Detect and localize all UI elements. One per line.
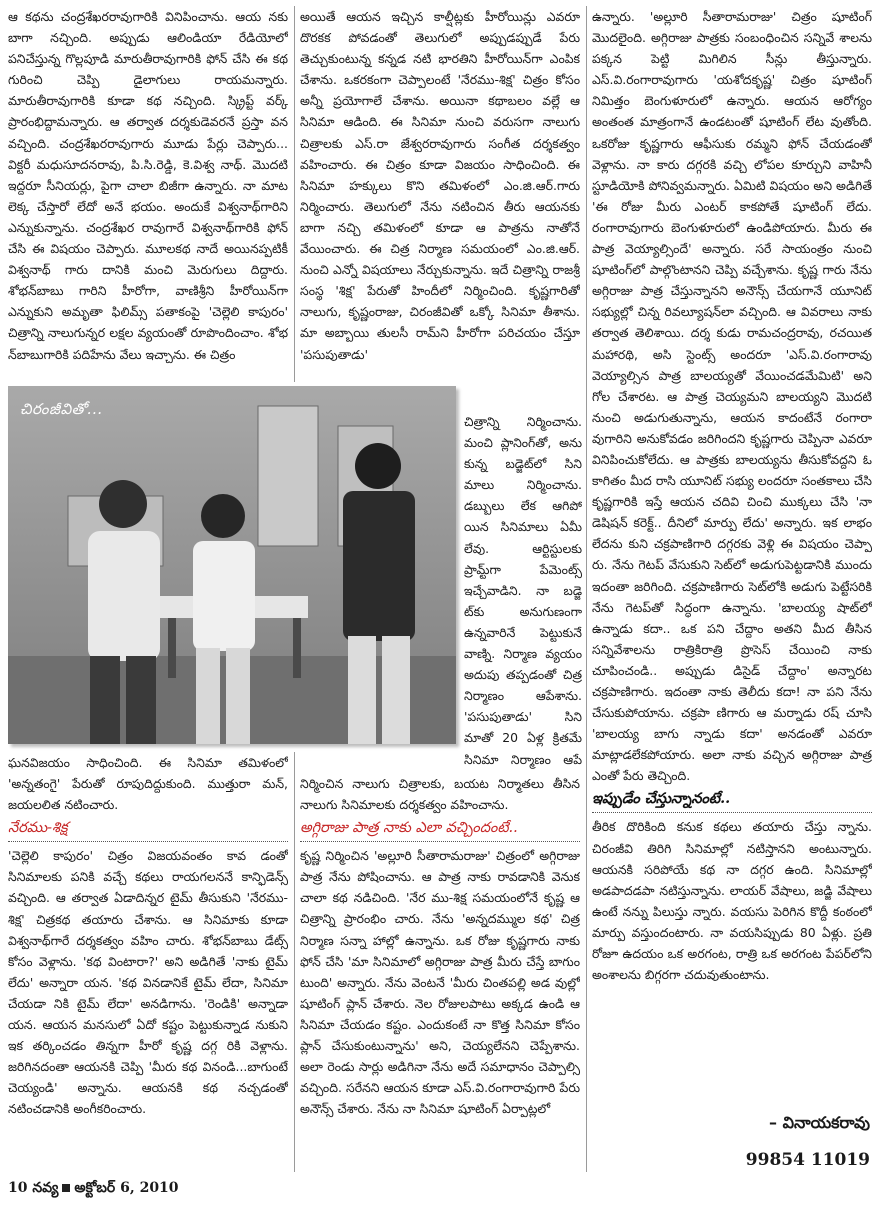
subhead-divider — [592, 812, 872, 814]
paragraph: తీరిక దొరికింది కనుక కథలు తయారు చేస్తు న్నాను. చిరంజీవి తిరిగి సినిమాల్లో నటిస్తానని అంటున్నారు. ఆయనకి సరిపోయే కథ నా దగ్గర ఉంది. సినిమాల్లో అడపాదడపా నటిస్తున్నాను. లాయర్ వేషాలు, జడ్జి వేషాలు ఉంటే నన్ను పిలుస్తు న్నారు. వయసు పెరిగిన కొద్దీ కంఠంలో మార్పు వస్తుందంటారు. నా వయసిప్పుడు 80 ఏళ్లు. ప్రతి రోజూ ఉదయం ఒక అరగంట, రాత్రి ఒక అరగంట పేపర్‌లోని అంశాలను బిగ్గరగా చదువుతుంటాను. — [592, 819, 872, 983]
author-phone: 99854 11019 — [745, 1150, 870, 1170]
page-footer — [8, 1180, 179, 1199]
column-2-top — [300, 6, 580, 411]
column-divider — [586, 6, 587, 1172]
subhead-ippudem: ఇప్పుడేం చేస్తున్నానంటే.. — [592, 790, 731, 808]
paragraph: అయితే ఆయన ఇచ్చిన కాల్షీట్లకు హీరోయిన్లు ఎవరూ దొరకక పోవడంతో తెలుగులో అప్పుడప్పుడే పేరు తెచ్చుకుంటున్న కన్నడ నటి భారతిని హీరోయిన్‌గా ఎంపిక చేశాను. ఒకరకంగా చెప్పాలంటే 'నేరము-శిక్ష' చిత్రం కోసం అన్నీ ప్రయోగాలే చేశాను. అయినా కథాబలం వల్లే ఆ సినిమా ఆడింది. ఈ సినిమా నుంచి వరుసగా నాలుగు చిత్రాలకు ఎస్.రా జేశ్వరరావుగారు సంగీత దర్శకత్వం వహించారు. ఈ చిత్రం కూడా విజయం సాధించింది. ఈ సినిమా హక్కులు కొని తమిళంలో ఎం.జి.ఆర్.గారు నిర్మించారు. తెలుగులో నేను నటించిన తీరు ఆయనకు బాగా నచ్చి తమిళంలో కూడా ఆ పాత్రను నాతోనే వేయించారు. ఈ చిత్ర నిర్మాణ సమయంలో ఎం.జి.ఆర్. నుంచి ఎన్నో విషయాలు నేర్చుకున్నాను. ఇదే చిత్రాన్ని రాజశ్రీ సంస్థ 'శిక్ష' పేరుతో హిందీలో నిర్మించింది. కృష్ణగారితో నాలుగు, కృష్ణంరాజు, చిరంజీవితో ఒక్కో సినిమా తీశాను. మా అబ్బాయి తులసీ రామ్‌ని హీరోగా పరిచయం చేస్తూ 'పసుపుతాడు' — [300, 9, 580, 362]
column-divider — [294, 752, 295, 1172]
column-1-bottom — [8, 752, 288, 1174]
column-2-narrow — [464, 411, 582, 771]
paragraph: కృష్ణ నిర్మించిన 'అల్లూరి సీతారామరాజు' చిత్రంలో అగ్గిరాజు పాత్ర నేను పోషించాను. ఆ పాత్ర నాకు రావడానికి వెనుక చాలా కథ నడిచింది. 'నేర ము-శిక్ష సమయంలోనే కృష్ణ ఆ చిత్రాన్ని ప్రారంభిం చారు. నేను 'అన్నదమ్ముల కథ' చిత్ర నిర్మాణ సన్నా హాల్లో ఉన్నాను. ఒక రోజు కృష్ణగారు నాకు ఫోన్ చేసి 'మా సినిమాలో అగ్గిరాజు పాత్ర మీరు చేస్తే బాగుం టుంది' అన్నారు. నేను వెంటనే 'మీరు చింతపల్లి అడ వుల్లో షూటింగ్ ప్లాన్ చేశారు. నెల రోజులపాటు అక్కడ ఉండి ఆ సినిమా చేయడం కష్టం. ఎందుకంటే నా కొత్త సినిమా కోసం ప్లాన్ చేసుకుంటున్నాను' అని, చెయ్యలేనని చెప్పేశాను. అలా రెండు సార్లు అడిగినా నేను అదే సమాధానం చెప్పాల్సి వచ్చింది. సరేనని ఆయన కూడా ఎస్.వి.రంగారావుగారి పేరు అనౌన్స్ చేశారు. నేను నా సినిమా షూటింగ్ ఏర్పాట్లలో — [300, 848, 580, 1117]
column-1-top — [8, 6, 288, 384]
subhead-neramu-shiksha: నేరము-శిక్ష — [8, 820, 68, 837]
paragraph: నిర్మించిన నాలుగు చిత్రాలకు, బయట నిర్మాతలు తీసిన నాలుగు సినిమాలకు దర్శకత్వం వహించాను. — [300, 776, 580, 813]
photo-illustration — [8, 386, 456, 744]
paragraph: చిత్రాన్ని నిర్మించాను. మంచి ప్లానింగ్‌తో, అను కున్న బడ్జెట్‌లో సిని మాలు నిర్మించాను. డబ్బులు లేక ఆగిపో యిన సినిమాలు ఏమీ లేవు. ఆర్టిస్టులకు ప్రామ్ట్‌గా పేమెంట్స్ ఇచ్చేవాడిని. నా బడ్జె ట్‌కు అనుగుణంగా ఉన్నవారినే పెట్టుకునే వాణ్ని. నిర్మాణ వ్యయం అదుపు తప్పడంతో చిత్ర నిర్మాణం ఆపేశాను. 'పసుపుతాడు' సిని మాతో 20 ఏళ్ల క్రితమే సినిమా నిర్మాణం ఆపే — [464, 414, 582, 767]
film-still-photo — [8, 386, 456, 744]
column-3 — [592, 6, 872, 1110]
issue-date: అక్టోబర్ 6, 2010 — [74, 1180, 179, 1196]
column-divider — [294, 6, 295, 382]
page-number: 10 — [8, 1180, 28, 1196]
paragraph: 'చెల్లెలి కాపురం' చిత్రం విజయవంతం కావ డంతో సినిమాలకు పనికి వచ్చే కథలు రాయగలననే కాన్ఫిడెన్స్ వచ్చింది. ఆ తర్వాత ఏడాదిన్నర టైమ్ తీసుకుని 'నేరము-శిక్ష' చిత్రకథ తయారు చేశాను. ఆ సినిమాకు కూడా విశ్వనాథ్‌గారే దర్శకత్వం వహిం చారు. శోభన్‌బాబు డేట్స్ కోసం వెళ్లాను. 'కథ వింటారా?' అని అడిగితే 'నాకు టైమ్ లేదు' అన్నారా యన. 'కథ వినడానికే టైమ్ లేదా, సినిమా చేయడా నికి టైమ్ లేదా' అనడిగాను. 'రెండికి' అన్నాడా యన. ఆయన మనసులో ఏదో కష్టం పెట్టుకున్నాడ నుకుని ఇక తర్కించడం తిన్నగా హీరో కృష్ణ దగ్గ రికి వెళ్లాను. జరిగినదంతా ఆయనకి చెప్పి 'మీరు కథ వినండి...బాగుంటే చెయ్యండి' అన్నాను. ఆయనకి కథ నచ్చడంతో నటించడానికి అంగీకరించారు. — [8, 848, 288, 1117]
author-byline: – వినాయకరావు — [769, 1113, 870, 1132]
magazine-name: నవ్య — [32, 1180, 59, 1196]
paragraph: ఆ కథను చంద్రశేఖరరావుగారికి వినిపించాను. ఆయ నకు బాగా నచ్చింది. అప్పుడు ఆలిండియా రేడియోలో పనిచేస్తున్న గొల్లపూడి మారుతీరావుగారికి ఫోన్ చేసి ఈ కథ గురించి చెప్పి డైలాగులు రాయమన్నారు. మారుతీరావుగారికి కూడా కథ నచ్చింది. స్క్రిప్ట్ వర్క్ ప్రారంభిద్దామన్నారు. ఆ తర్వాత దర్శకుడెవరనే ప్రస్తా వన వచ్చింది. చంద్రశేఖరరావుగారు మూడు పేర్లు చెప్పారు... విక్టరీ మధుసూదనరావు, పి.సి.రెడ్డి, కె.విశ్వ నాథ్. మొదటి ఇద్దరూ సీనియర్లు, పైగా చాలా బిజీగా ఉన్నారు. నా మాట లెక్క చేస్తారో లేదో అనే భయం. అందుకే విశ్వనాథ్‌గారిని ఎన్నుకున్నాను. చంద్రశేఖర రావుగారే విశ్వనాథ్‌గారికి ఫోన్ చేసి ఈ విషయం చెప్పారు. మూలకథ నాదే అయినప్పటికీ విశ్వనాథ్ గారు దానికి మంచి మెరుగులు దిద్దారు. శోభన్‌బాబు గారిని హీరోగా, వాణిశ్రీని హీరోయిన్‌గా ఎన్నుకుని అమృతా ఫిలిమ్స్ పతాకంపై 'చెల్లెలి కాపురం' చిత్రాన్ని నాలుగున్నర లక్షల వ్యయంతో రూపొందించాం. శోభ న్‌బాబుగారికి పదిహేను వేలు ఇచ్చాను. ఈ చిత్రం — [8, 9, 288, 362]
column-2-bottom — [300, 773, 580, 1174]
subhead-divider — [8, 841, 288, 843]
subhead-divider — [300, 841, 580, 843]
photo-caption: చిరంజీవితో... — [20, 400, 103, 418]
separator-square — [62, 1184, 70, 1192]
subhead-aggiraju: అగ్గిరాజు పాత్ర నాకు ఎలా వచ్చిందంటే.. — [300, 820, 518, 837]
paragraph: ఘనవిజయం సాధించింది. ఈ సినిమా తమిళంలో 'అన్నతంగై' పేరుతో రూపుదిద్దుకుంది. ముత్తురా మన్, జయలలిత నటించారు. — [8, 755, 288, 813]
paragraph: ఉన్నారు. 'అల్లూరి సీతారామరాజు' చిత్రం షూటింగ్ మొదలైంది. అగ్గిరాజు పాత్రకు సంబంధించిన సన్నివే శాలను పక్కన పెట్టి మిగిలిన సీన్లు తీస్తున్నారు. ఎస్.వి.రంగారావుగారు 'యశోదకృష్ణ' చిత్రం షూటింగ్ నిమిత్తం బెంగుళూరులో ఉన్నారు. ఆయన ఆరోగ్యం అంతంత మాత్రంగానే ఉండటంతో షూటింగ్ లేట వుతోంది. ఒకరోజు కృష్ణగారు ఆఫీసుకు రమ్మని ఫోన్ చేయడంతో వెళ్లాను. నా కారు దగ్గరకి వచ్చి లోపల కూర్చుని వాహినీ స్టూడియోకి పోనివ్వమన్నారు. ఏమిటి విషయం అని అడిగితే 'ఈ రోజు మీరు ఎంటర్ కాకపోతే షూటింగ్ లేదు. రంగారావుగారు బెంగుళూరులో ఉండిపోయారు. మీరు ఈ పాత్ర వెయ్యాల్సిందే' అన్నారు. సరే సాయంత్రం నుంచి షూటింగ్‌లో పాల్గొంటానని చెప్పి వచ్చేశాను. కృష్ణ గారు నేను అగ్గిరాజు పాత్ర చేస్తున్నానని అనౌన్స్ చేయగానే యూనిట్ సభ్యుల్లో చిన్న రివల్యూషన్‌లా వచ్చింది. ఆ వివరాలు నాకు తర్వాత తెలిశాయి. దర్శ కుడు రామచంద్రరావు, రచయిత మహారథి, అసి స్టెంట్స్ అందరూ 'ఎస్.వి.రంగారావు వెయ్యాల్సిన పాత్ర బాలయ్యతో వేయించడమేమిటి' అని గోల చేశారట. ఆ పాత్ర చెయ్యమని బాలయ్యని మొదటి నుంచి అడుగుతున్నాను, ఆయన కాదంటేనే రంగారా వుగారిని అనుకోవడం జరిగిందని కృష్ణగారు చెప్పినా ఎవరూ వినిపించుకోలేదు. ఆ పాత్రకు బాలయ్యను తీసుకోవద్దని ఓ కాగితం మీద రాసి యూనిట్ సభ్యు లందరూ సంతకాలు చేసి కృష్ణగారికి ఇస్తే ఆయన చదివి చించి ముక్కలు చేసి 'నా డెషిషన్ కరెక్ట్.. దీనిలో మార్పు లేదు' అన్నారు. ఇక లాభం లేదను కుని చక్రపాణిగారి దగ్గరకు వెళ్లి ఈ విషయం చెప్పా రు. నేను గెటప్ వేసుకుని సెట్‌లో అడుగుపెట్టడానికి ముందు ఇదంతా జరిగింది. చక్రపాణిగారు సెట్‌లోకి అడుగు పెట్టేసరికి నేను గెటప్‌తో సిద్ధంగా ఉన్నాను. 'బాలయ్య షాట్‌లో ఉన్నాడు కదా.. ఒక పని చేద్దాం అతని మీద తీసిన సన్నివేశాలను రాత్రికిరాత్రి ప్రొసెస్ చేయించి నాకు చూపించండి.. అప్పుడు డిసైడ్ చేద్దాం' అన్నారట చక్రపాణిగారు. ఇదంతా నాకు తెలీదు కదా! నా పని నేను చేసుకుపోయాను. చక్రపా ణిగారు ఆ మర్నాడు రష్ చూసి 'బాలయ్య బాగు న్నాడు కదా' అనడంతో ఎవరూ మాట్లాడలేకపోయారు. అలా నాకు వచ్చిన అగ్గిరాజు పాత్ర ఎంతో పేరు తెచ్చింది. — [592, 9, 872, 784]
